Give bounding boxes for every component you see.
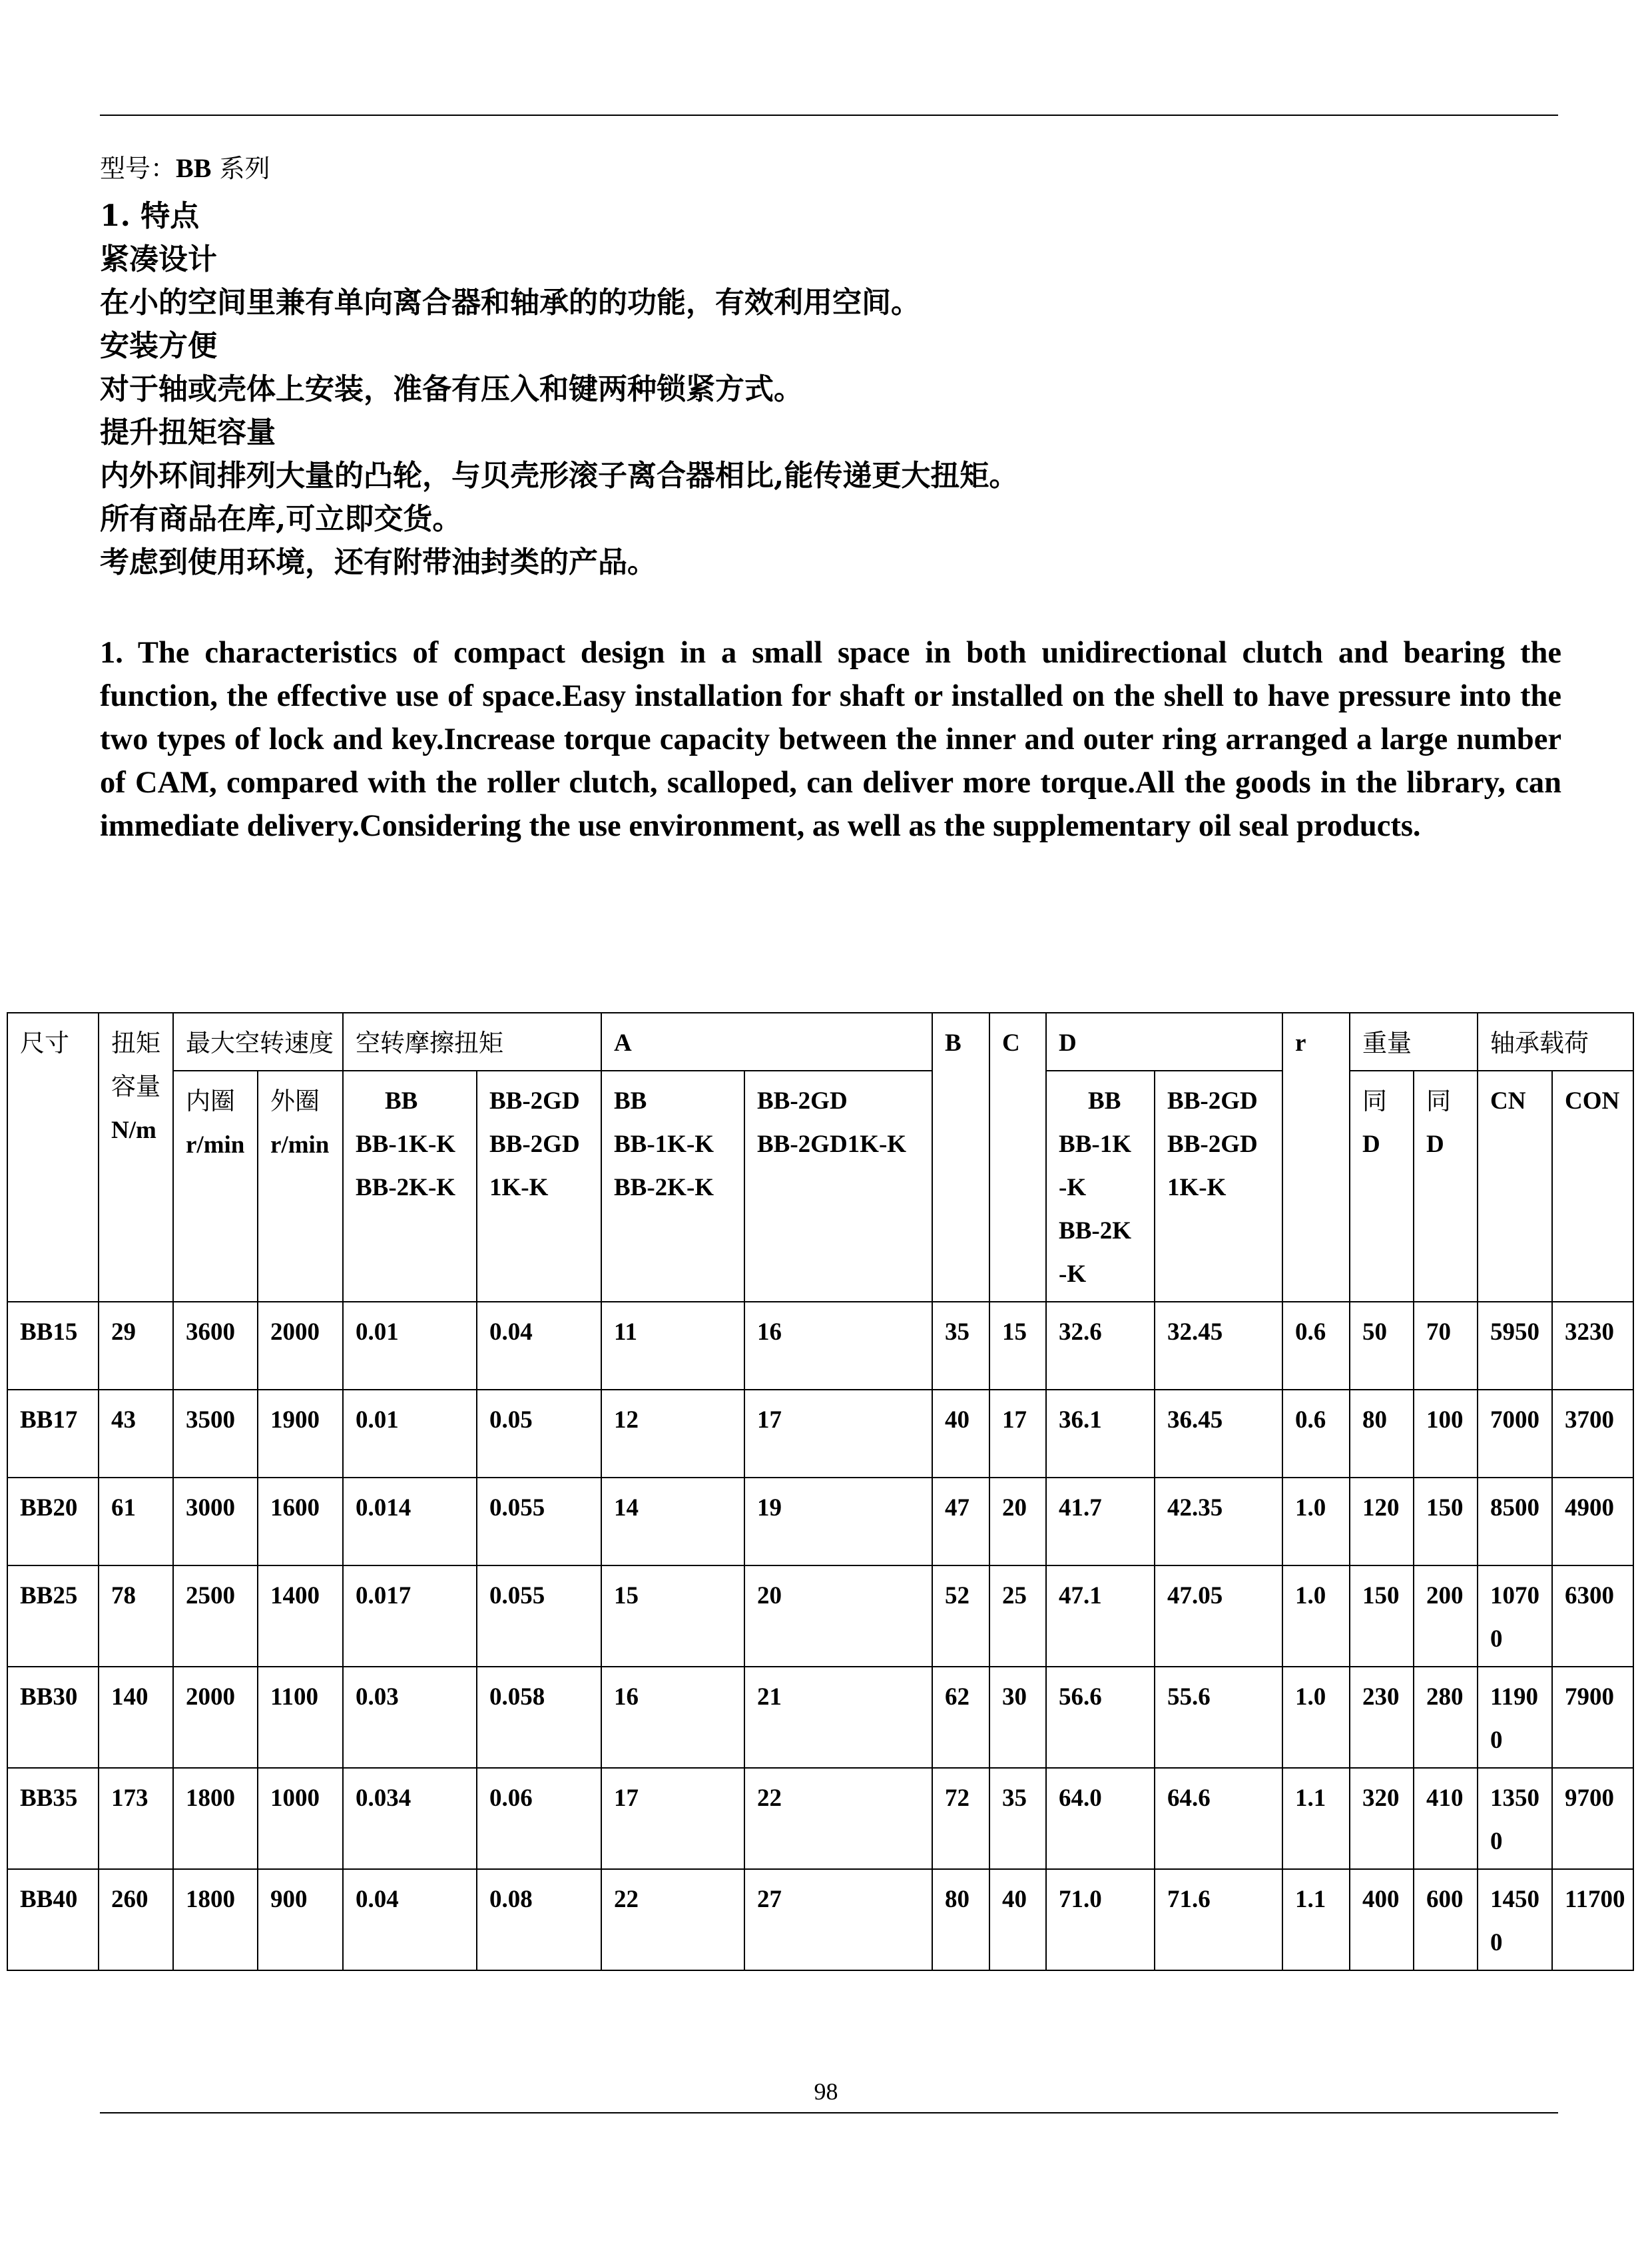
cell-c: 17 (989, 1390, 1046, 1478)
cell-ft1: 0.034 (343, 1768, 477, 1869)
cell-ft2: 0.04 (477, 1302, 601, 1390)
cell-r: 1.0 (1282, 1565, 1350, 1667)
table-row (7, 1869, 1633, 1970)
header-b: B (932, 1013, 989, 1302)
cell-a1: 11 (601, 1302, 744, 1390)
header-inner-ring-label: 内圈 (186, 1087, 235, 1115)
cell-d2: 36.45 (1155, 1390, 1282, 1478)
cell-cn: 13500 (1478, 1768, 1552, 1869)
table-row (7, 1390, 1633, 1478)
cell-inner: 2000 (173, 1667, 258, 1768)
features-zh-line: 考虑到使用环境，还有附带油封类的产品。 (100, 545, 657, 579)
header-size: 尺寸 (7, 1013, 99, 1302)
header-torque-capacity (99, 1013, 173, 1302)
cell-w1: 80 (1350, 1390, 1414, 1478)
model-label: 型号： (100, 154, 176, 183)
cell-c: 25 (989, 1565, 1046, 1667)
cell-w2: 70 (1414, 1302, 1478, 1390)
cell-d1: 36.1 (1046, 1390, 1155, 1478)
header-torque-unit: N/m (111, 1117, 156, 1144)
cell-a1: 17 (601, 1768, 744, 1869)
features-zh-line: 提升扭矩容量 (100, 416, 276, 449)
header-a-col1-line: BB-2K-K (614, 1174, 714, 1201)
features-zh-line: 紧凑设计 (100, 242, 217, 276)
cell-a2: 19 (744, 1478, 932, 1565)
cell-w2: 200 (1414, 1565, 1478, 1667)
header-outer-ring-label: 外圈 (270, 1087, 320, 1115)
cell-size: BB30 (7, 1667, 99, 1768)
cell-torque: 61 (99, 1478, 173, 1565)
header-inner-ring-unit: r/min (186, 1131, 245, 1159)
cell-cn: 11900 (1478, 1667, 1552, 1768)
cell-con: 4900 (1552, 1478, 1633, 1565)
cell-w1: 320 (1350, 1768, 1414, 1869)
header-a: A (601, 1013, 932, 1071)
features-zh-line: 在小的空间里兼有单向离合器和轴承的的功能，有效利用空间。 (100, 286, 920, 320)
page-number: 98 (814, 2078, 838, 2105)
cell-b: 47 (932, 1478, 989, 1565)
cell-inner: 3000 (173, 1478, 258, 1565)
header-a-col2 (744, 1071, 932, 1302)
header-load-con: CON (1552, 1071, 1633, 1302)
header-bearing-load: 轴承载荷 (1478, 1013, 1633, 1071)
header-weight-col1-line: D (1362, 1131, 1380, 1158)
cell-a2: 22 (744, 1768, 932, 1869)
top-rule (100, 115, 1558, 116)
cell-torque: 260 (99, 1869, 173, 1970)
header-a-col1 (601, 1071, 744, 1302)
table-row (7, 1478, 1633, 1565)
cell-ft2: 0.05 (477, 1390, 601, 1478)
cell-a1: 14 (601, 1478, 744, 1565)
cell-w1: 50 (1350, 1302, 1414, 1390)
cell-w2: 600 (1414, 1869, 1478, 1970)
cell-w1: 400 (1350, 1869, 1414, 1970)
features-zh-line: 1. 特点 (100, 199, 200, 233)
cell-ft1: 0.01 (343, 1390, 477, 1478)
header-ft-col2-line: BB-2GD (489, 1087, 580, 1115)
header-load-cn: CN (1478, 1071, 1552, 1302)
header-c: C (989, 1013, 1046, 1302)
cell-size: BB40 (7, 1869, 99, 1970)
cell-inner: 1800 (173, 1869, 258, 1970)
features-zh-line: 所有商品在库,可立即交货。 (100, 502, 462, 536)
cell-outer: 900 (258, 1869, 343, 1970)
cell-ft1: 0.017 (343, 1565, 477, 1667)
cell-ft2: 0.08 (477, 1869, 601, 1970)
header-d-col1-line: -K (1059, 1261, 1087, 1288)
features-zh (100, 194, 1565, 584)
cell-d2: 71.6 (1155, 1869, 1282, 1970)
features-en-paragraph: 1. The characteristics of compact design in a small space in both unidirectional clutch and bearing the function, the effective use of space.Easy installation for shaft or installed on the shell to have pressure into the two types of lock and key.Increase torque capacity between the inner and outer ring arranged a large number of CAM, compared with the roller clutch, scalloped, can deliver more torque.All the goods in the library, can immediate delivery.Considering the use environment, as well as the supplementary oil seal products. (100, 636, 1561, 843)
cell-r: 1.0 (1282, 1478, 1350, 1565)
cell-size: BB15 (7, 1302, 99, 1390)
cell-r: 0.6 (1282, 1390, 1350, 1478)
cell-d1: 64.0 (1046, 1768, 1155, 1869)
cell-d2: 55.6 (1155, 1667, 1282, 1768)
spec-table-header (7, 1013, 1633, 1302)
cell-size: BB25 (7, 1565, 99, 1667)
cell-size: BB35 (7, 1768, 99, 1869)
cell-b: 40 (932, 1390, 989, 1478)
header-d-col2 (1155, 1071, 1282, 1302)
cell-con: 6300 (1552, 1565, 1633, 1667)
table-row (7, 1667, 1633, 1768)
cell-a1: 16 (601, 1667, 744, 1768)
cell-outer: 1400 (258, 1565, 343, 1667)
cell-d1: 47.1 (1046, 1565, 1155, 1667)
header-weight-col1 (1350, 1071, 1414, 1302)
cell-ft1: 0.03 (343, 1667, 477, 1768)
cell-torque: 78 (99, 1565, 173, 1667)
cell-r: 1.1 (1282, 1869, 1350, 1970)
header-d-col1-line: BB (1088, 1087, 1121, 1115)
model-name: BB (176, 153, 212, 183)
cell-w1: 120 (1350, 1478, 1414, 1565)
header-a-col1-line: BB (614, 1087, 647, 1115)
cell-ft2: 0.058 (477, 1667, 601, 1768)
cell-r: 1.1 (1282, 1768, 1350, 1869)
header-a-col2-line: BB-2GD1K-K (757, 1131, 907, 1158)
cell-b: 72 (932, 1768, 989, 1869)
cell-ft2: 0.055 (477, 1478, 601, 1565)
cell-w1: 150 (1350, 1565, 1414, 1667)
cell-w2: 410 (1414, 1768, 1478, 1869)
header-d-col1 (1046, 1071, 1155, 1302)
cell-inner: 3600 (173, 1302, 258, 1390)
cell-cn: 5950 (1478, 1302, 1552, 1390)
header-weight-col1-line: 同 (1362, 1087, 1388, 1115)
cell-d2: 32.45 (1155, 1302, 1282, 1390)
cell-a2: 17 (744, 1390, 932, 1478)
cell-con: 9700 (1552, 1768, 1633, 1869)
cell-cn: 10700 (1478, 1565, 1552, 1667)
header-ft-col2-line: BB-2GD (489, 1131, 580, 1158)
cell-w1: 230 (1350, 1667, 1414, 1768)
header-max-idle-speed: 最大空转速度 (173, 1013, 343, 1071)
header-ft-col1-line: BB-1K-K (356, 1131, 456, 1158)
header-d-col2-line: BB-2GD (1167, 1131, 1258, 1158)
header-outer-ring (258, 1071, 343, 1302)
cell-ft2: 0.06 (477, 1768, 601, 1869)
cell-d1: 56.6 (1046, 1667, 1155, 1768)
cell-a1: 12 (601, 1390, 744, 1478)
cell-a1: 22 (601, 1869, 744, 1970)
cell-a2: 16 (744, 1302, 932, 1390)
cell-cn: 14500 (1478, 1869, 1552, 1970)
cell-ft1: 0.014 (343, 1478, 477, 1565)
header-idle-friction-torque: 空转摩擦扭矩 (343, 1013, 601, 1071)
cell-c: 15 (989, 1302, 1046, 1390)
cell-inner: 2500 (173, 1565, 258, 1667)
model-title (100, 148, 270, 184)
cell-a2: 20 (744, 1565, 932, 1667)
cell-torque: 43 (99, 1390, 173, 1478)
cell-size: BB17 (7, 1390, 99, 1478)
cell-r: 1.0 (1282, 1667, 1350, 1768)
header-ft-col1-line: BB (385, 1087, 418, 1115)
cell-size: BB20 (7, 1478, 99, 1565)
cell-outer: 1900 (258, 1390, 343, 1478)
header-ft-col2-line: 1K-K (489, 1174, 549, 1201)
cell-d1: 32.6 (1046, 1302, 1155, 1390)
header-weight-col2 (1414, 1071, 1478, 1302)
spec-table-body (7, 1302, 1633, 1970)
cell-c: 35 (989, 1768, 1046, 1869)
cell-inner: 3500 (173, 1390, 258, 1478)
header-weight-col2-line: 同 (1426, 1087, 1452, 1115)
header-a-col1-line: BB-1K-K (614, 1131, 714, 1158)
cell-ft2: 0.055 (477, 1565, 601, 1667)
cell-con: 3700 (1552, 1390, 1633, 1478)
cell-b: 62 (932, 1667, 989, 1768)
cell-ft1: 0.04 (343, 1869, 477, 1970)
cell-w2: 280 (1414, 1667, 1478, 1768)
cell-a2: 27 (744, 1869, 932, 1970)
cell-cn: 7000 (1478, 1390, 1552, 1478)
header-a-col2-line: BB-2GD (757, 1087, 848, 1115)
header-ft-col2 (477, 1071, 601, 1302)
cell-d2: 42.35 (1155, 1478, 1282, 1565)
cell-c: 20 (989, 1478, 1046, 1565)
header-torque-capacity-label: 扭矩容量 (111, 1029, 160, 1101)
cell-b: 80 (932, 1869, 989, 1970)
cell-r: 0.6 (1282, 1302, 1350, 1390)
header-weight: 重量 (1350, 1013, 1478, 1071)
header-weight-col2-line: D (1426, 1131, 1444, 1158)
cell-a1: 15 (601, 1565, 744, 1667)
header-ft-col1 (343, 1071, 477, 1302)
cell-outer: 1000 (258, 1768, 343, 1869)
cell-inner: 1800 (173, 1768, 258, 1869)
cell-outer: 2000 (258, 1302, 343, 1390)
features-zh-line: 内外环间排列大量的凸轮，与贝壳形滚子离合器相比,能传递更大扭矩。 (100, 459, 1019, 493)
cell-outer: 1600 (258, 1478, 343, 1565)
cell-w2: 150 (1414, 1478, 1478, 1565)
cell-b: 52 (932, 1565, 989, 1667)
spec-table (7, 1012, 1634, 1971)
cell-con: 11700 (1552, 1869, 1633, 1970)
table-row (7, 1768, 1633, 1869)
header-d-col1-line: BB-1K (1059, 1131, 1131, 1158)
cell-con: 7900 (1552, 1667, 1633, 1768)
cell-torque: 173 (99, 1768, 173, 1869)
cell-a2: 21 (744, 1667, 932, 1768)
bottom-rule (100, 2112, 1558, 2113)
cell-ft1: 0.01 (343, 1302, 477, 1390)
header-inner-ring (173, 1071, 258, 1302)
cell-d1: 41.7 (1046, 1478, 1155, 1565)
cell-c: 30 (989, 1667, 1046, 1768)
cell-d2: 47.05 (1155, 1565, 1282, 1667)
cell-cn: 8500 (1478, 1478, 1552, 1565)
table-row (7, 1302, 1633, 1390)
header-d-col1-line: BB-2K (1059, 1217, 1131, 1245)
cell-con: 3230 (1552, 1302, 1633, 1390)
cell-d1: 71.0 (1046, 1869, 1155, 1970)
header-outer-ring-unit: r/min (270, 1131, 330, 1159)
header-d-col1-line: -K (1059, 1174, 1087, 1201)
features-zh-line: 对于轴或壳体上安装，准备有压入和键两种锁紧方式。 (100, 372, 803, 406)
header-ft-col1-line: BB-2K-K (356, 1174, 456, 1201)
header-d-col2-line: BB-2GD (1167, 1087, 1258, 1115)
features-zh-line: 安装方便 (100, 329, 217, 363)
model-suffix: 系列 (211, 154, 270, 183)
cell-w2: 100 (1414, 1390, 1478, 1478)
table-row (7, 1565, 1633, 1667)
header-r: r (1282, 1013, 1350, 1302)
header-d: D (1046, 1013, 1282, 1071)
cell-torque: 29 (99, 1302, 173, 1390)
cell-c: 40 (989, 1869, 1046, 1970)
header-d-col2-line: 1K-K (1167, 1174, 1227, 1201)
cell-outer: 1100 (258, 1667, 343, 1768)
cell-b: 35 (932, 1302, 989, 1390)
cell-d2: 64.6 (1155, 1768, 1282, 1869)
cell-torque: 140 (99, 1667, 173, 1768)
